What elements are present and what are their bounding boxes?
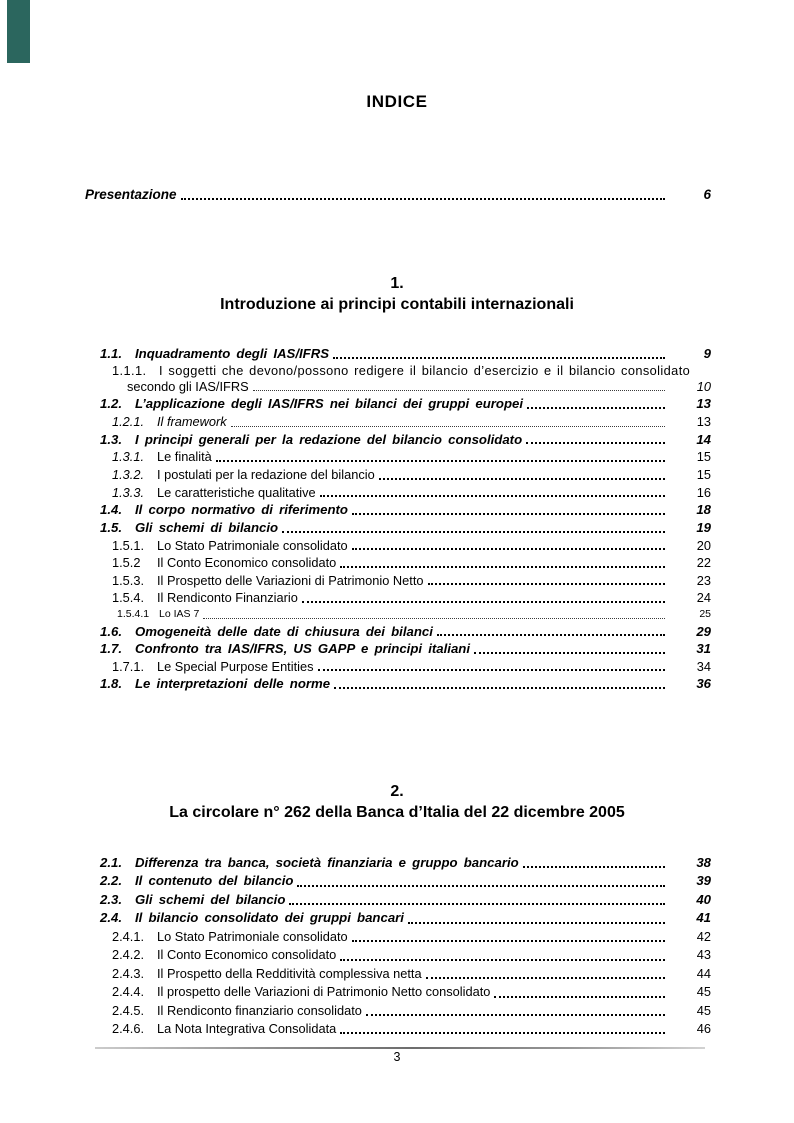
toc-entry	[85, 363, 711, 379]
toc-entry	[85, 928, 711, 946]
dot-leader	[333, 357, 665, 359]
entry-number: 1.5.2	[112, 555, 141, 571]
entry-number: 1.5.1.	[112, 537, 145, 553]
entry-page: 14	[696, 431, 711, 447]
entry-number: 2.4.2.	[112, 947, 145, 963]
entry-label: Il framework	[157, 414, 227, 430]
entry-page: 43	[696, 947, 711, 963]
entry-page: 41	[696, 910, 711, 926]
entry-page: 6	[703, 187, 711, 202]
entry-page: 29	[696, 623, 711, 639]
entry-label: Differenza tra banca, società finanziaria e gruppo bancario	[135, 855, 519, 870]
dot-leader	[352, 513, 665, 515]
toc-entry	[85, 1020, 711, 1038]
entry-number: 1.3.1.	[112, 449, 145, 465]
entry-label: L’applicazione degli IAS/IFRS nei bilanci dei gruppi europei	[135, 396, 524, 412]
dot-leader	[302, 601, 665, 603]
entry-label: secondo gli IAS/IFRS	[127, 379, 249, 395]
entry-label: Le finalità	[157, 449, 212, 465]
entry-page: 39	[696, 873, 711, 889]
toc-entry	[85, 675, 711, 693]
toc-entry	[85, 448, 711, 466]
dot-leader	[216, 460, 665, 462]
entry-number: 2.4.4.	[112, 984, 145, 1000]
entry-page: 45	[696, 1002, 711, 1018]
entry-label: Il Prospetto della Redditività complessiva netta	[157, 965, 422, 981]
dot-leader	[282, 531, 665, 533]
entry-label: La Nota Integrativa Consolidata	[157, 1020, 337, 1036]
entry-page: 34	[696, 658, 711, 674]
entry-number: 2.2.	[100, 873, 122, 889]
toc-entry	[85, 413, 711, 431]
entry-number: 1.3.2.	[112, 466, 145, 482]
dot-leader	[253, 390, 665, 391]
toc-entry	[85, 345, 711, 363]
entry-number: 2.1.	[100, 855, 122, 870]
entry-number: 1.5.4.1	[117, 608, 150, 621]
chapter-title: La circolare n° 262 della Banca d’Italia del 22 dicembre 2005	[169, 804, 625, 821]
entry-label: I soggetti che devono/possono redigere il bilancio d’esercizio e il bilancio consolidato	[159, 362, 691, 378]
entry-label: Gli schemi di bilancio	[135, 519, 279, 535]
toc-entry	[85, 589, 711, 607]
entry-label: Lo Stato Patrimoniale consolidato	[157, 928, 348, 944]
entry-number: 1.5.4.	[112, 590, 145, 606]
dot-leader	[340, 959, 665, 961]
entry-number: 1.6.	[100, 623, 122, 639]
entry-page: 40	[696, 891, 711, 907]
entry-page: 24	[696, 590, 711, 606]
entry-number: 1.8.	[100, 676, 122, 692]
entry-page: 19	[696, 519, 711, 535]
entry-number: 1.5.	[100, 519, 122, 535]
dot-leader	[181, 198, 665, 200]
toc-entry	[85, 501, 711, 519]
entry-number: 1.3.	[100, 431, 122, 447]
entry-page: 36	[696, 676, 711, 692]
entry-page: 13	[696, 414, 711, 430]
entry-label: Inquadramento degli IAS/IFRS	[135, 346, 330, 361]
dot-leader	[340, 1032, 665, 1034]
entry-label: Il Rendiconto Finanziario	[157, 590, 298, 606]
entry-number: 2.4.	[100, 910, 122, 926]
toc-entry	[85, 484, 711, 502]
entry-number: 1.1.	[100, 346, 122, 361]
toc-entry	[85, 983, 711, 1001]
dot-leader	[494, 996, 665, 998]
entry-page: 23	[696, 572, 711, 588]
entry-label: Presentazione	[85, 187, 177, 202]
toc-entry	[85, 431, 711, 449]
toc-entry	[85, 658, 711, 676]
dot-leader	[428, 583, 666, 585]
chapter-1-entries	[85, 345, 711, 693]
entry-number: 2.4.5.	[112, 1002, 145, 1018]
entry-number: 1.3.3.	[112, 484, 145, 500]
toc-entry	[85, 891, 711, 909]
entry-label: Omogeneità delle date di chiusura dei bilanci	[135, 623, 433, 639]
entry-number: 1.1.1.	[112, 362, 147, 378]
entry-label: Le caratteristiche qualitative	[157, 484, 316, 500]
toc-entry	[85, 854, 711, 872]
page-title: INDICE	[366, 92, 428, 111]
entry-label: I principi generali per la redazione del bilancio consolidato	[135, 431, 523, 447]
entry-number: 2.4.1.	[112, 928, 145, 944]
entry-number: 2.4.3.	[112, 965, 145, 981]
dot-leader	[334, 687, 665, 689]
dot-leader	[340, 566, 665, 568]
entry-label: Confronto tra IAS/IFRS, US GAPP e principi italiani	[135, 641, 471, 657]
toc-entry	[85, 607, 711, 622]
footer-divider	[95, 1047, 705, 1049]
toc-entry	[85, 965, 711, 983]
entry-page: 16	[696, 484, 711, 500]
toc-entry	[85, 395, 711, 413]
entry-number: 2.4.6.	[112, 1020, 145, 1036]
dot-leader	[320, 495, 665, 497]
entry-label: Il Conto Economico consolidato	[157, 555, 337, 571]
toc-entry	[85, 466, 711, 484]
chapter-title: Introduzione ai principi contabili internazionali	[220, 296, 574, 313]
dot-leader	[437, 634, 665, 636]
entry-page: 22	[696, 555, 711, 571]
entry-label: Il corpo normativo di riferimento	[135, 502, 348, 518]
entry-label: Il contenuto del bilancio	[135, 873, 294, 889]
entry-page: 42	[696, 928, 711, 944]
dot-leader	[408, 922, 665, 924]
entry-page: 10	[696, 379, 711, 395]
entry-page: 31	[696, 641, 711, 657]
dot-leader	[426, 977, 665, 979]
toc-entry	[85, 379, 711, 395]
toc-entry	[85, 640, 711, 658]
entry-page: 20	[696, 537, 711, 553]
entry-number: 2.3.	[100, 891, 122, 907]
entry-number: 1.7.1.	[112, 658, 145, 674]
entry-label: Lo Stato Patrimoniale consolidato	[157, 537, 348, 553]
entry-number: 1.5.3.	[112, 572, 145, 588]
entry-label: Le interpretazioni delle norme	[135, 676, 331, 692]
entry-page: 15	[696, 466, 711, 482]
toc-entry	[85, 537, 711, 555]
dot-leader	[203, 618, 665, 619]
footer-page-number: 3	[393, 1050, 401, 1064]
dot-leader	[297, 885, 665, 887]
dot-leader	[231, 426, 665, 427]
entry-page: 18	[696, 502, 711, 518]
entry-page: 38	[696, 855, 711, 870]
chapter-2-entries	[85, 854, 711, 1038]
entry-number: 1.7.	[100, 641, 122, 657]
dot-leader	[289, 903, 665, 905]
entry-label: Le Special Purpose Entities	[157, 658, 314, 674]
toc-entry	[85, 623, 711, 641]
toc-entry	[85, 1002, 711, 1020]
toc-entry-presentazione	[85, 186, 711, 204]
dot-leader	[318, 669, 666, 671]
entry-label: Il Prospetto delle Variazioni di Patrimonio Netto	[157, 572, 424, 588]
dot-leader	[366, 1014, 665, 1016]
entry-label: Gli schemi del bilancio	[135, 891, 286, 907]
entry-page: 9	[703, 346, 711, 361]
chapter-2-heading	[0, 781, 794, 823]
chapter-number: 2.	[390, 783, 404, 800]
entry-page: 45	[696, 984, 711, 1000]
entry-label: Il Conto Economico consolidato	[157, 947, 337, 963]
dot-leader	[352, 548, 665, 550]
dot-leader	[523, 866, 665, 868]
chapter-1-heading	[0, 273, 794, 315]
entry-label: Il Rendiconto finanziario consolidato	[157, 1002, 362, 1018]
entry-page: 25	[699, 608, 711, 621]
dot-leader	[352, 940, 665, 942]
entry-number: 1.4.	[100, 502, 122, 518]
chapter-number: 1.	[390, 275, 404, 292]
toc-entry	[85, 572, 711, 590]
entry-number: 1.2.	[100, 396, 122, 412]
corner-accent-bar	[7, 0, 30, 63]
toc-entry	[85, 554, 711, 572]
entry-page: 46	[696, 1020, 711, 1036]
dot-leader	[527, 407, 665, 409]
entry-number: 1.2.1.	[112, 414, 145, 430]
entry-page: 44	[696, 965, 711, 981]
entry-label: Lo IAS 7	[159, 608, 200, 621]
dot-leader	[379, 478, 665, 480]
entry-label: I postulati per la redazione del bilancio	[157, 466, 375, 482]
entry-page: 15	[696, 449, 711, 465]
toc-entry	[85, 519, 711, 537]
dot-leader	[474, 652, 665, 654]
toc-entry	[85, 872, 711, 890]
entry-page: 13	[696, 396, 711, 412]
entry-label: Il bilancio consolidato dei gruppi bancari	[135, 910, 404, 926]
toc-entry	[85, 946, 711, 964]
dot-leader	[526, 442, 665, 444]
toc-entry	[85, 909, 711, 927]
entry-label: Il prospetto delle Variazioni di Patrimonio Netto consolidato	[157, 984, 491, 1000]
